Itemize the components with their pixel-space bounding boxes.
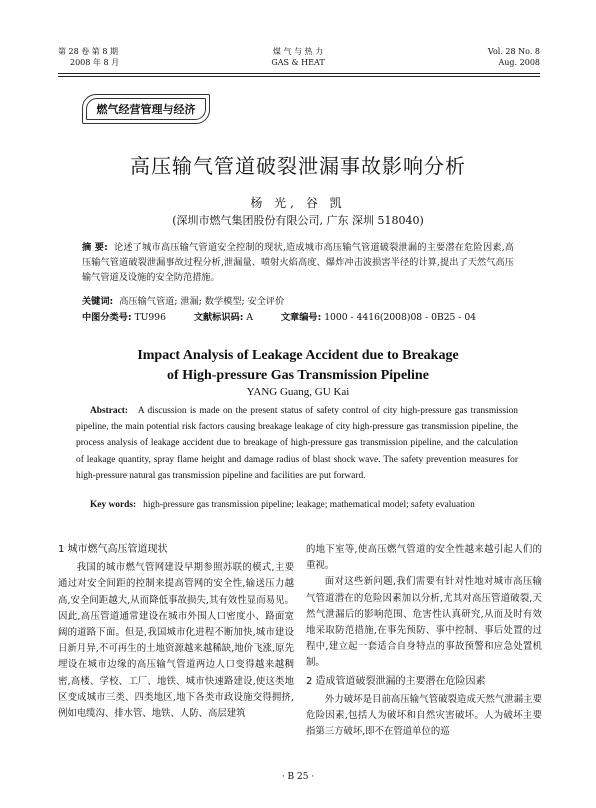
abstract-en — [76, 403, 518, 484]
doc-code-label: 文献标识码: — [193, 312, 244, 323]
abstract-cn-text: 论述了城市高压输气管道安全控制的现状,造成城市高压输气管道破裂泄漏的主要潜在危险因素,高压输气管道破裂泄漏事故过程分析,泄漏量、喷射火焰高度、爆炸冲击波损害半径的计算,提出了天然气高压输气管道及设施的安全防范措施。 — [82, 242, 514, 283]
volume-issue-cn: 第 28 卷 第 8 期 — [58, 47, 118, 56]
volume-issue-en: Vol. 28 No. 8 — [487, 47, 540, 56]
section-1-paragraph: 我国的城市燃气管网建设早期参照苏联的模式,主要通过对安全间距的控制来提高管网的安全性,输送压力越高,安全间距越大,从而降低事故损失,其有效性显而易见。因此,高压管道通常建设在城市外围人口密度小、路面宽阔的道路下面。但是,我国城市化进程不断加快,城市建设日新月异,不可再生的土地资源越来越稀缺,地价飞涨,原先埋设在城市边缘的高压输气管道两边人口变得越来越稠密,高楼、学校、工厂、地铁、城市快速路建设,使这类地区变成城市三类、四类地区,地下各类市政设施交得拥挤,例如电缆沟、排水管、地铁、人防、高层建筑 — [58, 562, 294, 720]
doc-code-value: A — [246, 312, 253, 323]
abstract-cn-label: 摘 要: — [82, 242, 108, 253]
keywords-en — [76, 497, 518, 513]
page-number: · B 25 · — [281, 772, 315, 782]
date-en: Aug. 2008 — [498, 58, 540, 67]
article-number-label: 文章编号: — [280, 312, 322, 323]
section-2-heading: 2 造成管道破裂泄漏的主要潜在危险因素 — [306, 675, 486, 687]
section-2-paragraph: 外力破坏是目前高压输气管破裂造成天然气泄漏主要危险因素,包括人为破坏和自然灾害破坏。人为破坏主要指第三方破坏,即不在管道单位的巡 — [306, 693, 542, 738]
keywords-cn-text: 高压输气管道; 泄漏; 数学模型; 安全评价 — [119, 296, 285, 307]
authors-cn: 杨 光, 谷 凯 — [250, 196, 346, 210]
keywords-en-label: Key words: — [90, 500, 137, 510]
article-number-value: 1000 - 4416(2008)08 - 0B25 - 04 — [324, 312, 477, 323]
date-cn: 2008 年 8 月 — [70, 58, 120, 67]
authors-en: YANG Guang, GU Kai — [246, 386, 350, 398]
header-volume-en — [488, 46, 540, 68]
keywords-en-text: high-pressure gas transmission pipeline; leakage; mathematical model; safety evaluation — [143, 500, 475, 510]
title-en-line2: of High-pressure Gas Transmission Pipeline — [167, 368, 429, 383]
article-title-en — [0, 346, 596, 386]
abstract-cn — [82, 240, 514, 285]
body-column-left — [58, 540, 294, 722]
section-tag — [82, 94, 210, 124]
journal-name-cn: 煤 气 与 热 力 — [272, 47, 324, 56]
keywords-cn-label: 关键词: — [82, 296, 114, 307]
abstract-en-text: A discussion is made on the present status of safety control of city high-pressure gas transmission pipeline, the main potential risk factors causing breakage leakage of city high-pressure gas transmission pipeline, the process analysis of leakage accident due to breakage of high-pressure gas transmission pipeline, and the calculation of leakage quantity, spray flame height and damage radius of blast shock wave. The safety prevention measures for high-pressure natural gas transmission pipeline and facilities are put forward. — [76, 406, 518, 481]
section-1-paragraph-2: 面对这些新问题,我们需要有针对性地对城市高压输气管道潜在的危险因素加以分析,尤其对高压管道破裂,天然气泄漏后的影响范围、危害性认真研究,从而及时有效地采取防范措施,在事先预防、事中控制、事后处置的过程中,建立起一套适合自身特点的事故预警和应急处置机制。 — [306, 576, 542, 669]
clc-label: 中图分类号: — [82, 312, 132, 323]
affiliation-cn: (深圳市燃气集团股份有限公司, 广东 深圳 518040) — [172, 214, 424, 227]
journal-name-en: GAS & HEAT — [271, 58, 325, 67]
section-1-paragraph-continued: 的地下室等,使高压燃气管道的安全性越来越引起人们的重视。 — [306, 544, 542, 572]
article-title-cn: 高压输气管道破裂泄漏事故影响分析 — [130, 154, 466, 178]
classification-line — [82, 311, 514, 325]
keywords-cn — [82, 295, 514, 309]
title-en-line1: Impact Analysis of Leakage Accident due to Breakage — [137, 348, 459, 363]
section-1-heading: 1 城市燃气高压管道现状 — [58, 544, 168, 555]
header-rule-top — [58, 73, 540, 74]
header-rule-bottom — [58, 76, 540, 77]
abstract-en-label: Abstract: — [90, 406, 129, 416]
section-tag-label: 燃气经营管理与经济 — [86, 98, 206, 120]
clc-value: TU996 — [134, 312, 166, 323]
body-column-right — [306, 540, 542, 740]
